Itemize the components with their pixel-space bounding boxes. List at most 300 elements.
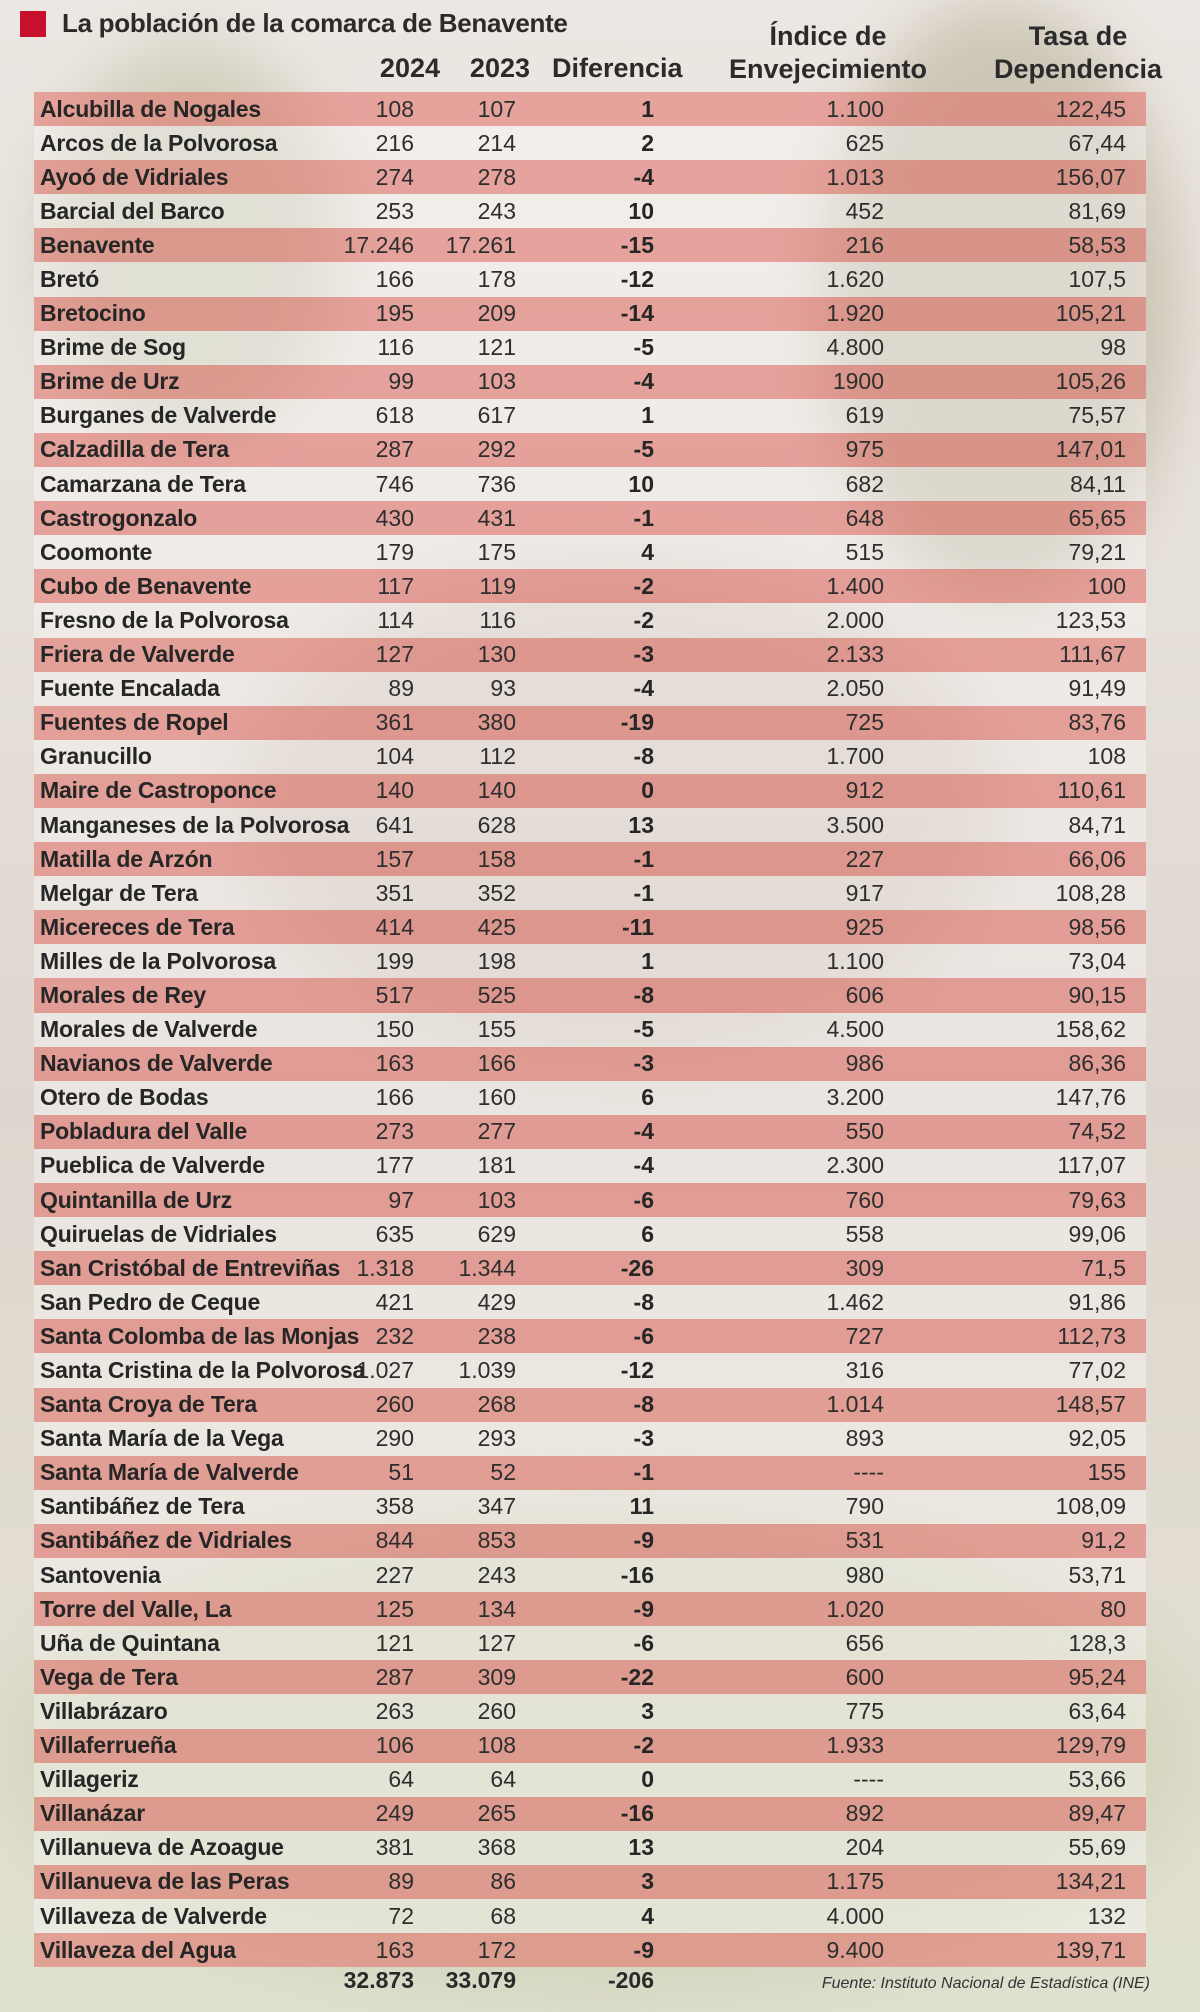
population-2023: 277	[477, 1118, 516, 1145]
population-2024: 199	[375, 947, 414, 974]
population-2024: 157	[375, 845, 414, 872]
table-row	[34, 1285, 1146, 1319]
table-row	[34, 1558, 1146, 1592]
difference: 11	[629, 1493, 654, 1520]
table-row	[34, 1490, 1146, 1524]
table-row	[34, 1729, 1146, 1763]
population-2024: 1.318	[356, 1254, 414, 1281]
dependency-rate: 79,21	[1068, 538, 1126, 565]
population-2023: 260	[477, 1697, 516, 1724]
municipality-name: Castrogonzalo	[40, 504, 198, 531]
population-2024: 127	[375, 641, 414, 668]
difference: 1	[641, 947, 654, 974]
municipality-name: Morales de Rey	[40, 981, 206, 1008]
header-dependencia-line2: Dependencia	[993, 54, 1163, 84]
difference: 0	[641, 777, 654, 804]
dependency-rate: 74,52	[1068, 1118, 1126, 1145]
population-2023: 68	[490, 1902, 516, 1929]
aging-index: 4.000	[826, 1902, 884, 1929]
difference: -3	[633, 641, 654, 668]
difference: -1	[633, 879, 654, 906]
population-2024: 17.246	[343, 231, 414, 258]
municipality-name: Fuentes de Ropel	[40, 709, 229, 736]
difference: -2	[633, 572, 654, 599]
table-row	[34, 1797, 1146, 1831]
difference: -6	[633, 1629, 654, 1656]
aging-index: 1.462	[826, 1288, 884, 1315]
population-2023: 243	[477, 1561, 516, 1588]
population-2023: 119	[479, 572, 516, 599]
population-2023: 17.261	[445, 231, 516, 258]
difference: -12	[620, 1357, 654, 1384]
aging-index: 912	[845, 777, 884, 804]
difference: 1	[641, 95, 654, 122]
dependency-rate: 84,71	[1068, 811, 1126, 838]
population-2023: 265	[477, 1800, 516, 1827]
population-2023: 853	[477, 1527, 516, 1554]
population-2023: 108	[477, 1732, 516, 1759]
municipality-name: Brime de Sog	[40, 334, 186, 361]
population-2023: 292	[477, 436, 516, 463]
difference: -4	[633, 368, 654, 395]
table-row	[34, 638, 1146, 672]
aging-index: 1.013	[826, 163, 884, 190]
population-2023: 103	[477, 1186, 516, 1213]
municipality-name: Villanueva de Azoague	[40, 1834, 284, 1861]
municipality-name: San Cristóbal de Entreviñas	[40, 1254, 341, 1281]
dependency-rate: 63,64	[1068, 1697, 1126, 1724]
difference: 3	[641, 1697, 654, 1724]
population-2024: 290	[375, 1425, 414, 1452]
aging-index: ----	[853, 1459, 884, 1486]
population-2023: 175	[477, 538, 516, 565]
dependency-rate: 155	[1087, 1459, 1126, 1486]
population-2023: 380	[477, 709, 516, 736]
population-2024: 114	[377, 606, 414, 633]
difference: -2	[633, 606, 654, 633]
aging-index: 727	[845, 1322, 884, 1349]
population-2023: 178	[477, 266, 516, 293]
difference: -2	[633, 1732, 654, 1759]
population-2024: 274	[375, 163, 414, 190]
aging-index: 1.014	[826, 1391, 884, 1418]
municipality-name: Friera de Valverde	[40, 641, 235, 668]
population-2024: 273	[375, 1118, 414, 1145]
aging-index: 775	[845, 1697, 884, 1724]
municipality-name: Villaferrueña	[40, 1732, 177, 1759]
population-2024: 177	[375, 1152, 414, 1179]
municipality-name: Maire de Castroponce	[40, 777, 277, 804]
aging-index: 625	[845, 129, 884, 156]
table-row	[34, 1422, 1146, 1456]
municipality-name: Brime de Urz	[40, 368, 180, 395]
aging-index: 760	[845, 1186, 884, 1213]
population-2023: 160	[477, 1084, 516, 1111]
municipality-name: Fresno de la Polvorosa	[40, 606, 289, 633]
population-2023: 86	[490, 1868, 516, 1895]
population-2023: 158	[477, 845, 516, 872]
dependency-rate: 123,53	[1055, 606, 1126, 633]
table-row	[34, 1933, 1146, 1967]
population-2024: 421	[375, 1288, 414, 1315]
population-2023: 134	[477, 1595, 516, 1622]
population-2023: 1.344	[458, 1254, 516, 1281]
population-2023: 116	[479, 606, 516, 633]
dependency-rate: 90,15	[1068, 981, 1126, 1008]
aging-index: 725	[845, 709, 884, 736]
municipality-name: Quintanilla de Urz	[40, 1186, 232, 1213]
difference: -19	[620, 709, 654, 736]
population-2024: 64	[388, 1766, 414, 1793]
difference: -26	[620, 1254, 654, 1281]
difference: -5	[633, 1016, 654, 1043]
population-2024: 260	[375, 1391, 414, 1418]
population-2024: 1.027	[356, 1357, 414, 1384]
difference: 1	[641, 402, 654, 429]
table-row	[34, 365, 1146, 399]
table-row	[34, 910, 1146, 944]
population-2023: 278	[477, 163, 516, 190]
population-2024: 414	[375, 913, 414, 940]
header-envejecimiento-line1: Índice de	[769, 21, 887, 51]
table-row	[34, 808, 1146, 842]
table-row	[34, 535, 1146, 569]
aging-index: 606	[845, 981, 884, 1008]
difference: -12	[620, 266, 654, 293]
title-marker	[20, 11, 46, 37]
aging-index: 790	[845, 1493, 884, 1520]
table-row	[34, 1865, 1146, 1899]
population-2023: 181	[477, 1152, 516, 1179]
aging-index: 619	[845, 402, 884, 429]
aging-index: 4.500	[826, 1016, 884, 1043]
dependency-rate: 53,66	[1068, 1766, 1126, 1793]
aging-index: 980	[845, 1561, 884, 1588]
table-row	[34, 1626, 1146, 1660]
difference: -5	[633, 436, 654, 463]
municipality-name: San Pedro de Ceque	[40, 1288, 261, 1315]
aging-index: 1.400	[826, 572, 884, 599]
table-row	[34, 876, 1146, 910]
population-2024: 150	[375, 1016, 414, 1043]
dependency-rate: 53,71	[1068, 1561, 1126, 1588]
population-2023: 525	[477, 981, 516, 1008]
dependency-rate: 147,76	[1055, 1084, 1126, 1111]
municipality-name: Villageriz	[40, 1766, 139, 1793]
aging-index: 1.620	[826, 266, 884, 293]
difference: 10	[628, 470, 654, 497]
table-row	[34, 1694, 1146, 1728]
table-row	[34, 1013, 1146, 1047]
header-envejecimiento	[728, 20, 928, 86]
population-2024: 517	[375, 981, 414, 1008]
dependency-rate: 99,06	[1068, 1220, 1126, 1247]
municipality-name: Santibáñez de Tera	[40, 1493, 245, 1520]
header-dependencia-line1: Tasa de	[1028, 21, 1128, 51]
table-row	[34, 1081, 1146, 1115]
dependency-rate: 148,57	[1055, 1391, 1126, 1418]
population-2024: 253	[375, 197, 414, 224]
aging-index: 1.020	[826, 1595, 884, 1622]
population-2023: 121	[477, 334, 516, 361]
population-2024: 263	[375, 1697, 414, 1724]
population-2023: 429	[477, 1288, 516, 1315]
dependency-rate: 158,62	[1055, 1016, 1126, 1043]
population-2024: 381	[375, 1834, 414, 1861]
population-2024: 287	[375, 1663, 414, 1690]
population-2023: 209	[477, 300, 516, 327]
municipality-name: Camarzana de Tera	[40, 470, 246, 497]
table-row	[34, 297, 1146, 331]
difference: -14	[620, 300, 654, 327]
municipality-name: Pueblica de Valverde	[40, 1152, 265, 1179]
municipality-name: Villaveza del Agua	[40, 1936, 236, 1963]
table-row	[34, 740, 1146, 774]
table-row	[34, 467, 1146, 501]
total-2024: 32.873	[343, 1967, 414, 1993]
header-2024: 2024	[379, 53, 440, 83]
difference: -1	[633, 845, 654, 872]
population-2024: 844	[375, 1527, 414, 1554]
population-2023: 130	[477, 641, 516, 668]
header-dependencia	[978, 20, 1178, 86]
table-row	[34, 672, 1146, 706]
table-row	[34, 1456, 1146, 1490]
title-row	[20, 8, 568, 39]
population-2024: 635	[375, 1220, 414, 1247]
dependency-rate: 117,07	[1057, 1152, 1126, 1179]
population-2023: 293	[477, 1425, 516, 1452]
population-2024: 232	[375, 1322, 414, 1349]
table-row	[34, 1592, 1146, 1626]
municipality-name: Melgar de Tera	[40, 879, 198, 906]
difference: -6	[633, 1322, 654, 1349]
population-2023: 238	[477, 1322, 516, 1349]
population-2023: 368	[477, 1834, 516, 1861]
table-row	[34, 92, 1146, 126]
population-2023: 628	[477, 811, 516, 838]
dependency-rate: 73,04	[1068, 947, 1126, 974]
dependency-rate: 55,69	[1068, 1834, 1126, 1861]
dependency-rate: 98	[1100, 334, 1126, 361]
municipality-name: Bretocino	[40, 300, 146, 327]
dependency-rate: 156,07	[1055, 163, 1126, 190]
table-row	[34, 331, 1146, 365]
table-row	[34, 569, 1146, 603]
dependency-rate: 75,57	[1068, 402, 1126, 429]
population-2024: 89	[388, 1868, 414, 1895]
population-2024: 163	[375, 1936, 414, 1963]
difference: -3	[633, 1425, 654, 1452]
table-row	[34, 160, 1146, 194]
municipality-name: Santa María de Valverde	[40, 1459, 299, 1486]
table-row	[34, 501, 1146, 535]
table-row	[34, 399, 1146, 433]
dependency-rate: 139,71	[1055, 1936, 1126, 1963]
population-2024: 641	[375, 811, 414, 838]
dependency-rate: 122,45	[1055, 95, 1126, 122]
population-2024: 179	[375, 538, 414, 565]
population-2023: 629	[477, 1220, 516, 1247]
dependency-rate: 100	[1087, 572, 1126, 599]
municipality-name: Granucillo	[40, 743, 152, 770]
dependency-rate: 128,3	[1068, 1629, 1126, 1656]
dependency-rate: 112,73	[1057, 1322, 1126, 1349]
difference: 0	[641, 1766, 654, 1793]
aging-index: 204	[845, 1834, 884, 1861]
population-2024: 361	[375, 709, 414, 736]
population-2024: 51	[388, 1459, 414, 1486]
dependency-rate: 58,53	[1068, 231, 1126, 258]
aging-index: 1.100	[826, 95, 884, 122]
municipality-name: Torre del Valle, La	[40, 1595, 232, 1622]
aging-index: 1.100	[826, 947, 884, 974]
municipality-name: Villaveza de Valverde	[40, 1902, 267, 1929]
table-row	[34, 1319, 1146, 1353]
table-row	[34, 603, 1146, 637]
difference: 10	[628, 197, 654, 224]
population-2023: 431	[477, 504, 516, 531]
population-2024: 166	[375, 266, 414, 293]
population-2024: 140	[375, 777, 414, 804]
difference: 6	[641, 1084, 654, 1111]
municipality-name: Pobladura del Valle	[40, 1118, 248, 1145]
population-2023: 112	[479, 743, 516, 770]
difference: 2	[641, 129, 654, 156]
municipality-name: Villabrázaro	[40, 1697, 168, 1724]
dependency-rate: 84,11	[1070, 470, 1126, 497]
dependency-rate: 105,21	[1055, 300, 1126, 327]
table-row	[34, 1149, 1146, 1183]
population-2024: 106	[375, 1732, 414, 1759]
dependency-rate: 107,5	[1068, 266, 1126, 293]
difference: -5	[633, 334, 654, 361]
population-2024: 358	[375, 1493, 414, 1520]
dependency-rate: 134,21	[1055, 1868, 1126, 1895]
dependency-rate: 81,69	[1068, 197, 1126, 224]
header-diferencia: Diferencia	[552, 53, 683, 83]
population-2023: 172	[477, 1936, 516, 1963]
aging-index: 1.933	[826, 1732, 884, 1759]
municipality-name: Coomonte	[40, 538, 153, 565]
difference: 13	[628, 1834, 654, 1861]
population-2023: 736	[477, 470, 516, 497]
aging-index: 3.200	[826, 1084, 884, 1111]
population-table	[34, 92, 1146, 1967]
municipality-name: Villanázar	[40, 1800, 145, 1827]
population-2023: 214	[477, 129, 516, 156]
total-2023: 33.079	[445, 1967, 516, 1993]
difference: -9	[633, 1527, 654, 1554]
dependency-rate: 108	[1087, 743, 1126, 770]
dependency-rate: 105,26	[1055, 368, 1126, 395]
municipality-name: Milles de la Polvorosa	[40, 947, 276, 974]
population-2023: 243	[477, 197, 516, 224]
table-row	[34, 1763, 1146, 1797]
municipality-name: Santovenia	[40, 1561, 161, 1588]
dependency-rate: 91,86	[1068, 1288, 1126, 1315]
difference: -6	[633, 1186, 654, 1213]
dependency-rate: 65,65	[1068, 504, 1126, 531]
municipality-name: Micereces de Tera	[40, 913, 235, 940]
aging-index: 3.500	[826, 811, 884, 838]
aging-index: 1.175	[826, 1868, 884, 1895]
population-2023: 198	[477, 947, 516, 974]
population-2024: 287	[375, 436, 414, 463]
aging-index: ----	[853, 1766, 884, 1793]
aging-index: 892	[845, 1800, 884, 1827]
table-row	[34, 944, 1146, 978]
header-envejecimiento-line2: Envejecimiento	[728, 54, 928, 84]
population-2024: 121	[375, 1629, 414, 1656]
population-2024: 216	[375, 129, 414, 156]
municipality-name: Fuente Encalada	[40, 675, 220, 702]
aging-index: 600	[845, 1663, 884, 1690]
municipality-name: Morales de Valverde	[40, 1016, 258, 1043]
dependency-rate: 71,5	[1081, 1254, 1126, 1281]
population-2023: 103	[477, 368, 516, 395]
dependency-rate: 110,61	[1057, 777, 1126, 804]
aging-index: 893	[845, 1425, 884, 1452]
municipality-name: Cubo de Benavente	[40, 572, 252, 599]
population-2023: 127	[477, 1629, 516, 1656]
aging-index: 216	[845, 231, 884, 258]
table-row	[34, 1388, 1146, 1422]
aging-index: 452	[845, 197, 884, 224]
difference: -11	[622, 913, 654, 940]
municipality-name: Santibáñez de Vidriales	[40, 1527, 292, 1554]
municipality-name: Barcial del Barco	[40, 197, 225, 224]
municipality-name: Santa Cristina de la Polvorosa	[40, 1357, 366, 1384]
population-2024: 89	[388, 675, 414, 702]
dependency-rate: 86,36	[1068, 1050, 1126, 1077]
municipality-name: Vega de Tera	[40, 1663, 178, 1690]
population-2024: 430	[375, 504, 414, 531]
table-row	[34, 706, 1146, 740]
municipality-name: Manganeses de la Polvorosa	[40, 811, 350, 838]
table-row	[34, 1353, 1146, 1387]
table-row	[34, 774, 1146, 808]
difference: -3	[633, 1050, 654, 1077]
aging-index: 1.700	[826, 743, 884, 770]
difference: -1	[633, 1459, 654, 1486]
municipality-name: Matilla de Arzón	[40, 845, 213, 872]
difference: -8	[633, 981, 654, 1008]
difference: -8	[633, 1391, 654, 1418]
dependency-rate: 111,67	[1059, 641, 1126, 668]
aging-index: 2.300	[826, 1152, 884, 1179]
difference: 4	[641, 538, 654, 565]
difference: 6	[641, 1220, 654, 1247]
table-row	[34, 1183, 1146, 1217]
population-2024: 125	[375, 1595, 414, 1622]
aging-index: 648	[845, 504, 884, 531]
aging-index: 2.000	[826, 606, 884, 633]
aging-index: 1900	[832, 368, 884, 395]
population-2023: 1.039	[458, 1357, 516, 1384]
aging-index: 2.050	[826, 675, 884, 702]
population-2024: 97	[388, 1186, 414, 1213]
population-2024: 117	[377, 572, 414, 599]
aging-index: 558	[845, 1220, 884, 1247]
municipality-name: Alcubilla de Nogales	[40, 95, 261, 122]
dependency-rate: 66,06	[1068, 845, 1126, 872]
aging-index: 917	[845, 879, 884, 906]
table-row	[34, 1217, 1146, 1251]
population-2024: 116	[377, 334, 414, 361]
population-2023: 352	[477, 879, 516, 906]
table-row	[34, 1047, 1146, 1081]
